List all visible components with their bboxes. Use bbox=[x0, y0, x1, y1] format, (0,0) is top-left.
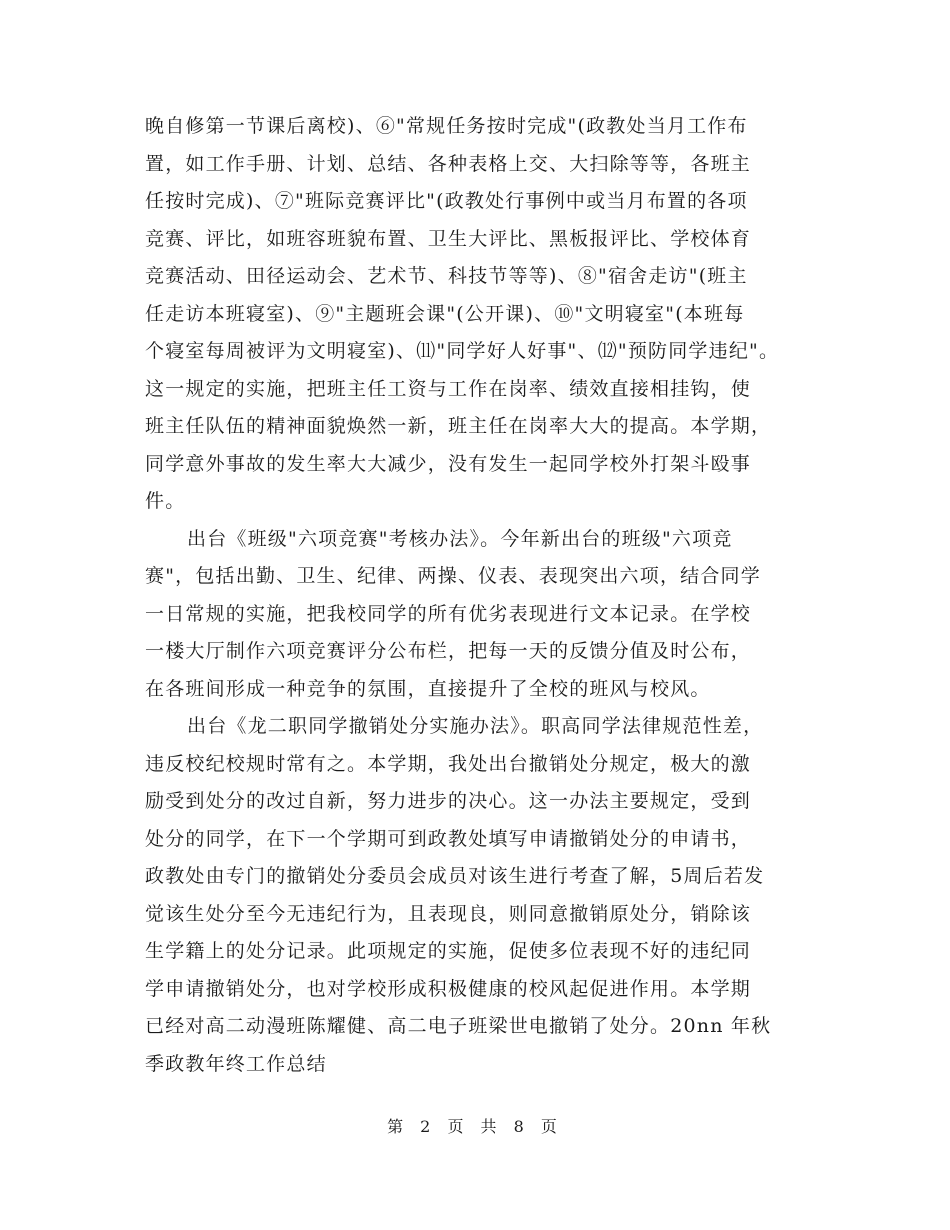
text-line: 处分的同学，在下一个学期可到政教处填写申请撤销处分的申请书， bbox=[145, 827, 752, 850]
text-line: 一楼大厅制作六项竞赛评分公布栏，把每一天的反馈分值及时公布， bbox=[145, 640, 752, 662]
text-line: 在各班间形成一种竞争的氛围，直接提升了全校的班风与校风。 bbox=[145, 677, 711, 700]
text-line: 学申请撤销处分，也对学校形成积极健康的校风起促进作用。本学期 bbox=[145, 977, 752, 1000]
text-line: 违反校纪校规时常有之。本学期，我处出台撤销处分规定，极大的激 bbox=[145, 752, 752, 775]
text-line: 励受到处分的改过自新，努力进步的决心。这一办法主要规定，受到 bbox=[145, 790, 752, 812]
text-line: 晚自修第一节课后离校)、⑥"常规任务按时完成"(政教处当月工作布 bbox=[145, 115, 748, 137]
paragraph-start-line: 出台《班级"六项竞赛"考核办法》。今年新出台的班级"六项竞 bbox=[187, 527, 733, 550]
text-line: 政教处由专门的撤销处分委员会成员对该生进行考查了解，5周后若发 bbox=[145, 865, 765, 887]
text-line: 任走访本班寝室)、⑨"主题班会课"(公开课)、⑩"文明寝室"(本班每 bbox=[145, 302, 745, 325]
page-footer: 第 2 页 共 8 页 bbox=[387, 1117, 563, 1136]
text-line: 班主任队伍的精神面貌焕然一新，班主任在岗率大大的提高。本学期， bbox=[145, 415, 772, 437]
body-text bbox=[145, 108, 815, 1083]
text-line: 季政教年终工作总结 bbox=[145, 1052, 327, 1075]
text-line: 个寝室每周被评为文明寝室)、⑾"同学好人好事"、⑿"预防同学违纪"。 bbox=[145, 340, 780, 362]
text-line: 这一规定的实施，把班主任工资与工作在岗率、绩效直接相挂钩，使 bbox=[145, 377, 752, 400]
text-line: 生学籍上的处分记录。此项规定的实施，促使多位表现不好的违纪同 bbox=[145, 940, 752, 962]
text-line: 竞赛、评比，如班容班貌布置、卫生大评比、黑板报评比、学校体育 bbox=[145, 227, 752, 250]
text-line: 件。 bbox=[145, 490, 186, 512]
text-line: 觉该生处分至今无违纪行为，且表现良，则同意撤销原处分，销除该 bbox=[145, 902, 752, 925]
text-line: 竞赛活动、田径运动会、艺术节、科技节等等)、⑧"宿舍走访"(班主 bbox=[145, 265, 748, 287]
text-line: 赛"，包括出勤、卫生、纪律、两操、仪表、表现突出六项，结合同学 bbox=[145, 565, 761, 587]
text-line: 已经对高二动漫班陈耀健、高二电子班梁世电撤销了处分。20nn 年秋 bbox=[145, 1015, 772, 1037]
text-line: 置，如工作手册、计划、总结、各种表格上交、大扫除等等，各班主 bbox=[145, 152, 752, 175]
paragraph-start-line: 出台《龙二职同学撤销处分实施办法》。职高同学法律规范性差， bbox=[187, 715, 764, 737]
text-line: 同学意外事故的发生率大大减少，没有发生一起同学校外打架斗殴事 bbox=[145, 452, 752, 475]
text-line: 一日常规的实施，把我校同学的所有优劣表现进行文本记录。在学校 bbox=[145, 602, 752, 625]
text-line: 任按时完成)、⑦"班际竞赛评比"(政教处行事例中或当月布置的各项 bbox=[145, 190, 748, 212]
